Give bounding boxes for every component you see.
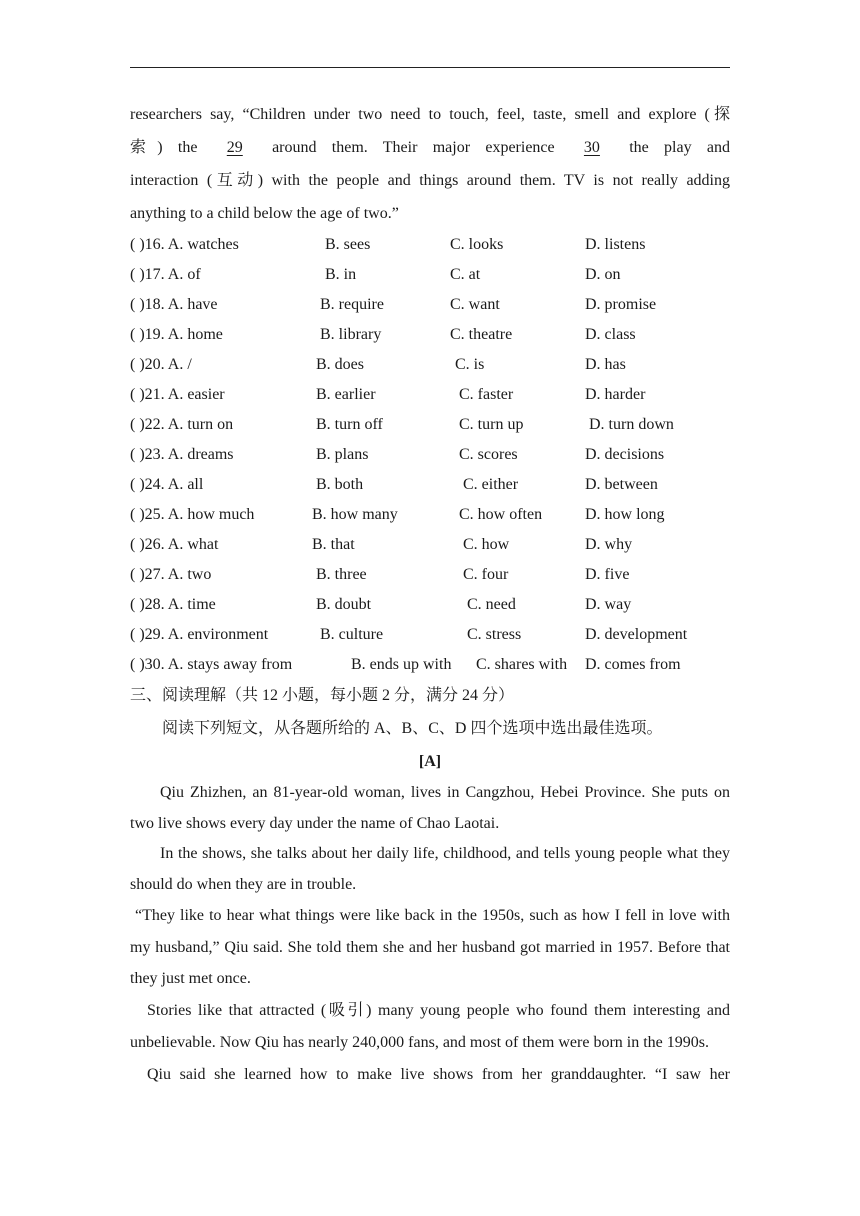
question-stem-option-a: ( )16. A. watches: [130, 236, 239, 253]
question-stem-option-a: ( )17. A. of: [130, 266, 201, 283]
option-b: B. ends up with: [351, 656, 452, 673]
option-d: D. between: [585, 476, 658, 493]
page-content: [130, 98, 730, 1091]
option-b: B. doubt: [316, 596, 372, 613]
question-row: [130, 290, 730, 320]
option-c: C. stress: [467, 626, 522, 643]
question-row: [130, 530, 730, 560]
option-c: C. four: [463, 566, 509, 583]
passage-intro: [130, 98, 730, 230]
question-stem-option-a: ( )24. A. all: [130, 476, 204, 493]
option-c: C. how often: [459, 506, 543, 523]
question-row: [130, 260, 730, 290]
option-b: B. earlier: [316, 386, 376, 403]
option-d: D. promise: [585, 296, 657, 313]
question-row: [130, 500, 730, 530]
question-stem-option-a: ( )25. A. how much: [130, 506, 255, 523]
option-b: B. how many: [312, 506, 398, 523]
passage-label: [A]: [418, 753, 442, 770]
question-stem-option-a: ( )20. A. /: [130, 356, 192, 373]
question-stem-option-a: ( )21. A. easier: [130, 386, 225, 403]
question-stem-option-a: ( )29. A. environment: [130, 626, 269, 643]
option-c: C. how: [463, 536, 510, 553]
option-d: D. how long: [585, 506, 665, 523]
question-stem-option-a: ( )27. A. two: [130, 566, 212, 583]
passage-a-paragraph-3: “They like to hear what things were like back in the 1950s, such as how I fell in love with my husband,” Qiu said. She told them she and her husband got married in 1957. Before that they just met once.: [130, 907, 730, 987]
intro-line-2: [130, 131, 730, 164]
section-instruction: 阅读下列短文，从各题所给的 A、B、C、D 四个选项中选出最佳选项。: [162, 720, 663, 737]
option-c: C. theatre: [450, 326, 513, 343]
option-b: B. in: [325, 266, 357, 283]
question-row: [130, 650, 730, 680]
passage-a-paragraph-5: Qiu said she learned how to make live shows from her granddaughter. “I saw her: [147, 1065, 730, 1083]
option-c: C. want: [450, 296, 500, 313]
option-d: D. has: [585, 356, 626, 373]
question-stem-option-a: ( )19. A. home: [130, 326, 223, 343]
question-stem-option-a: ( )26. A. what: [130, 536, 219, 553]
option-d: D. decisions: [585, 446, 665, 463]
option-c: C. shares with: [476, 656, 568, 673]
intro-line-1: researchers say, “Children under two need to touch, feel, taste, smell and explore (探: [130, 106, 730, 123]
passage-a-paragraph-1: Qiu Zhizhen, an 81-year-old woman, lives in Cangzhou, Hebei Province. She puts on two live shows every day under the name of Chao Laotai.: [130, 784, 730, 832]
option-d: D. way: [585, 596, 632, 613]
option-b: B. turn off: [316, 416, 383, 433]
question-row: [130, 380, 730, 410]
question-row: [130, 470, 730, 500]
header-rule: [130, 67, 730, 68]
option-d: D. harder: [585, 386, 646, 403]
option-c: C. faster: [459, 386, 514, 403]
question-row: [130, 350, 730, 380]
intro-line-2-b: around them. Their major experience: [272, 139, 555, 156]
question-stem-option-a: ( )30. A. stays away from: [130, 656, 293, 673]
question-stem-option-a: ( )18. A. have: [130, 296, 218, 313]
blank-30: 30: [583, 139, 600, 156]
intro-line-2-c: the play and: [629, 139, 730, 156]
option-b: B. plans: [316, 446, 369, 463]
option-b: B. sees: [325, 236, 371, 253]
option-c: C. is: [455, 356, 485, 373]
question-row: [130, 320, 730, 350]
option-d: D. comes from: [585, 656, 681, 673]
question-stem-option-a: ( )22. A. turn on: [130, 416, 234, 433]
option-c: C. turn up: [459, 416, 524, 433]
intro-line-3: interaction (互动) with the people and things around them. TV is not really adding: [130, 172, 730, 189]
option-b: B. library: [320, 326, 382, 343]
question-row: [130, 560, 730, 590]
option-c: C. need: [467, 596, 516, 613]
option-b: B. culture: [320, 626, 384, 643]
question-list: [130, 230, 730, 680]
passage-a-paragraph-4: Stories like that attracted (吸引) many young people who found them interesting and unbelievable. Now Qiu has nearly 240,000 fans, and most of them were born in the 1990s.: [130, 1001, 730, 1051]
option-b: B. both: [316, 476, 364, 493]
option-c: C. either: [463, 476, 519, 493]
question-row: [130, 590, 730, 620]
option-b: B. three: [316, 566, 367, 583]
intro-line-4: anything to a child below the age of two.”: [130, 205, 399, 222]
question-stem-option-a: ( )28. A. time: [130, 596, 216, 613]
question-row: [130, 230, 730, 260]
option-d: D. on: [585, 266, 621, 283]
passage-a-paragraph-2: In the shows, she talks about her daily life, childhood, and tells young people what they should do when they are in trouble.: [130, 845, 730, 893]
option-c: C. looks: [450, 236, 504, 253]
option-d: D. class: [585, 326, 636, 343]
question-row: [130, 440, 730, 470]
intro-line-2-a: 索) the: [130, 139, 198, 156]
option-b: B. require: [320, 296, 384, 313]
option-c: C. at: [450, 266, 481, 283]
question-stem-option-a: ( )23. A. dreams: [130, 446, 234, 463]
option-d: D. listens: [585, 236, 646, 253]
section-heading: 三、阅读理解（共 12 小题，每小题 2 分，满分 24 分）: [130, 687, 515, 704]
option-d: D. development: [585, 626, 688, 643]
question-row: [130, 620, 730, 650]
option-d: D. why: [585, 536, 633, 553]
blank-29: 29: [226, 139, 243, 156]
option-b: B. does: [316, 356, 364, 373]
question-row: [130, 410, 730, 440]
option-c: C. scores: [459, 446, 518, 463]
option-d: D. five: [585, 566, 630, 583]
option-d: D. turn down: [589, 416, 674, 433]
option-b: B. that: [312, 536, 355, 553]
